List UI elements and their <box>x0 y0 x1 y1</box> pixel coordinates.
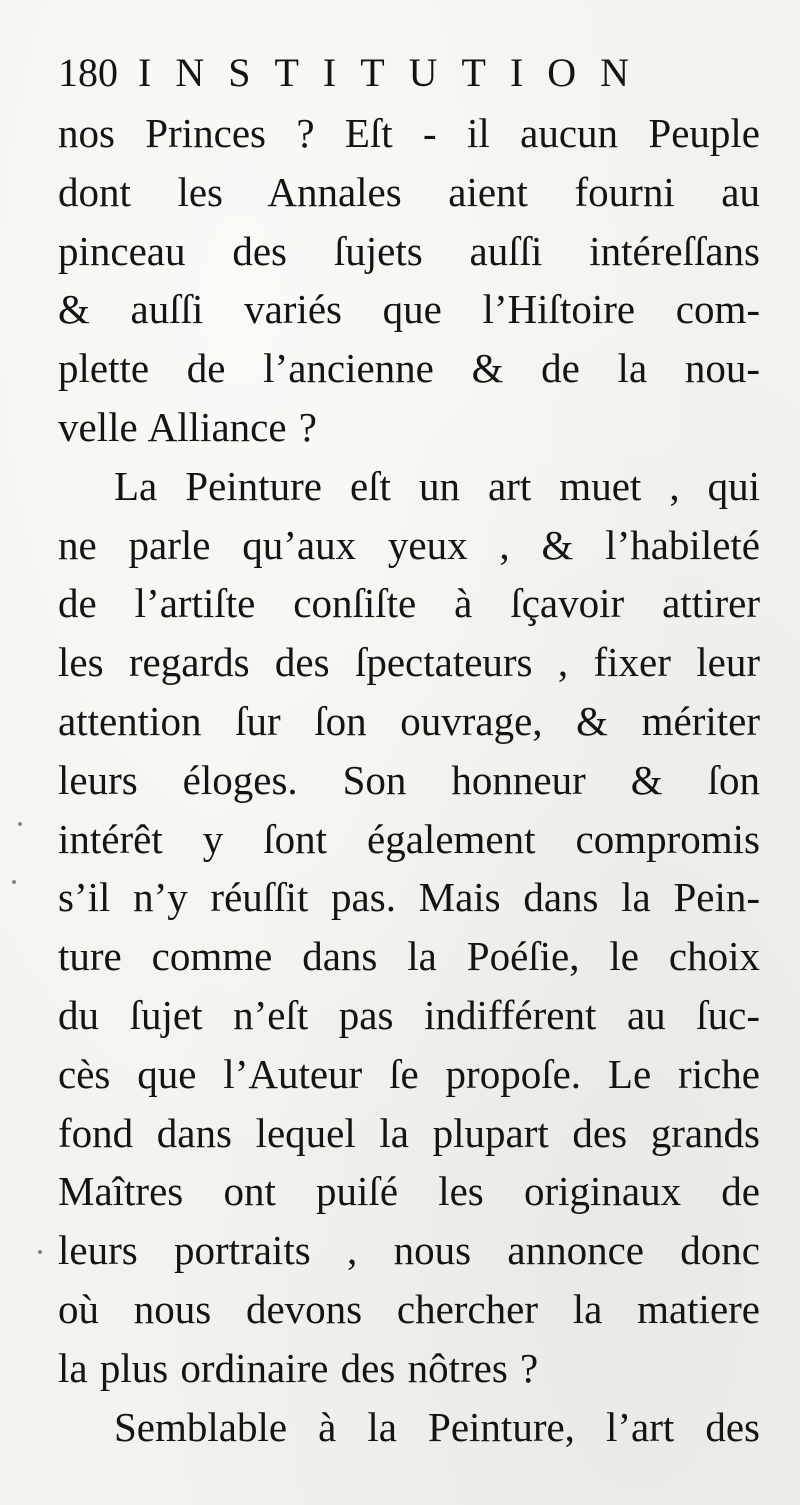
text-line: intérêt y ſont également compromis <box>58 815 760 862</box>
text-line: du ſujet n’eſt pas indifférent au ſuc- <box>58 991 760 1038</box>
text-line: nos Princes ? Eſt - il aucun Peuple <box>58 110 760 156</box>
running-head-title: INSTITUTION <box>138 50 654 95</box>
text-line: de l’artiſte conſiſte à ſçavoir attirer <box>58 580 760 627</box>
body-text <box>58 104 760 1456</box>
text-line: pinceau des ſujets auſſi intéreſſans <box>58 227 760 274</box>
text-line: la plus ordinaire des nôtres ? <box>58 1344 539 1391</box>
text-line: cès que l’Auteur ſe propoſe. Le riche <box>58 1050 760 1097</box>
text-line: dont les Annales aient fourni au <box>58 168 760 215</box>
text-line: leurs portraits , nous annonce donc <box>58 1227 760 1274</box>
text-line: Maîtres ont puiſé les originaux de <box>58 1168 760 1215</box>
text-line: & auſſi variés que l’Hiſtoire com- <box>58 286 760 333</box>
text-line: attention ſur ſon ouvrage, & mériter <box>58 697 760 744</box>
text-line: La Peinture eſt un art muet , qui <box>114 462 760 509</box>
text-line: velle Alliance ? <box>58 403 317 450</box>
running-head <box>58 50 758 96</box>
text-line: leurs éloges. Son honneur & ſon <box>58 756 760 803</box>
text-line: fond dans lequel la plupart des grands <box>58 1109 760 1156</box>
text-line: où nous devons chercher la matiere <box>58 1285 760 1332</box>
paper-speck <box>38 1250 42 1254</box>
text-line: Semblable à la Peinture, l’art des <box>114 1403 760 1450</box>
page-number: 180 <box>58 50 118 95</box>
text-line: les regards des ſpectateurs , fixer leur <box>58 639 760 686</box>
text-line: ne parle qu’aux yeux , & l’habileté <box>58 521 760 568</box>
paper-speck <box>18 822 22 826</box>
text-line: plette de l’ancienne & de la nou- <box>58 345 760 392</box>
text-line: s’il n’y réuſſit pas. Mais dans la Pein- <box>58 874 760 921</box>
text-line: ture comme dans la Poéſie, le choix <box>58 933 760 980</box>
paper-speck <box>12 880 16 884</box>
